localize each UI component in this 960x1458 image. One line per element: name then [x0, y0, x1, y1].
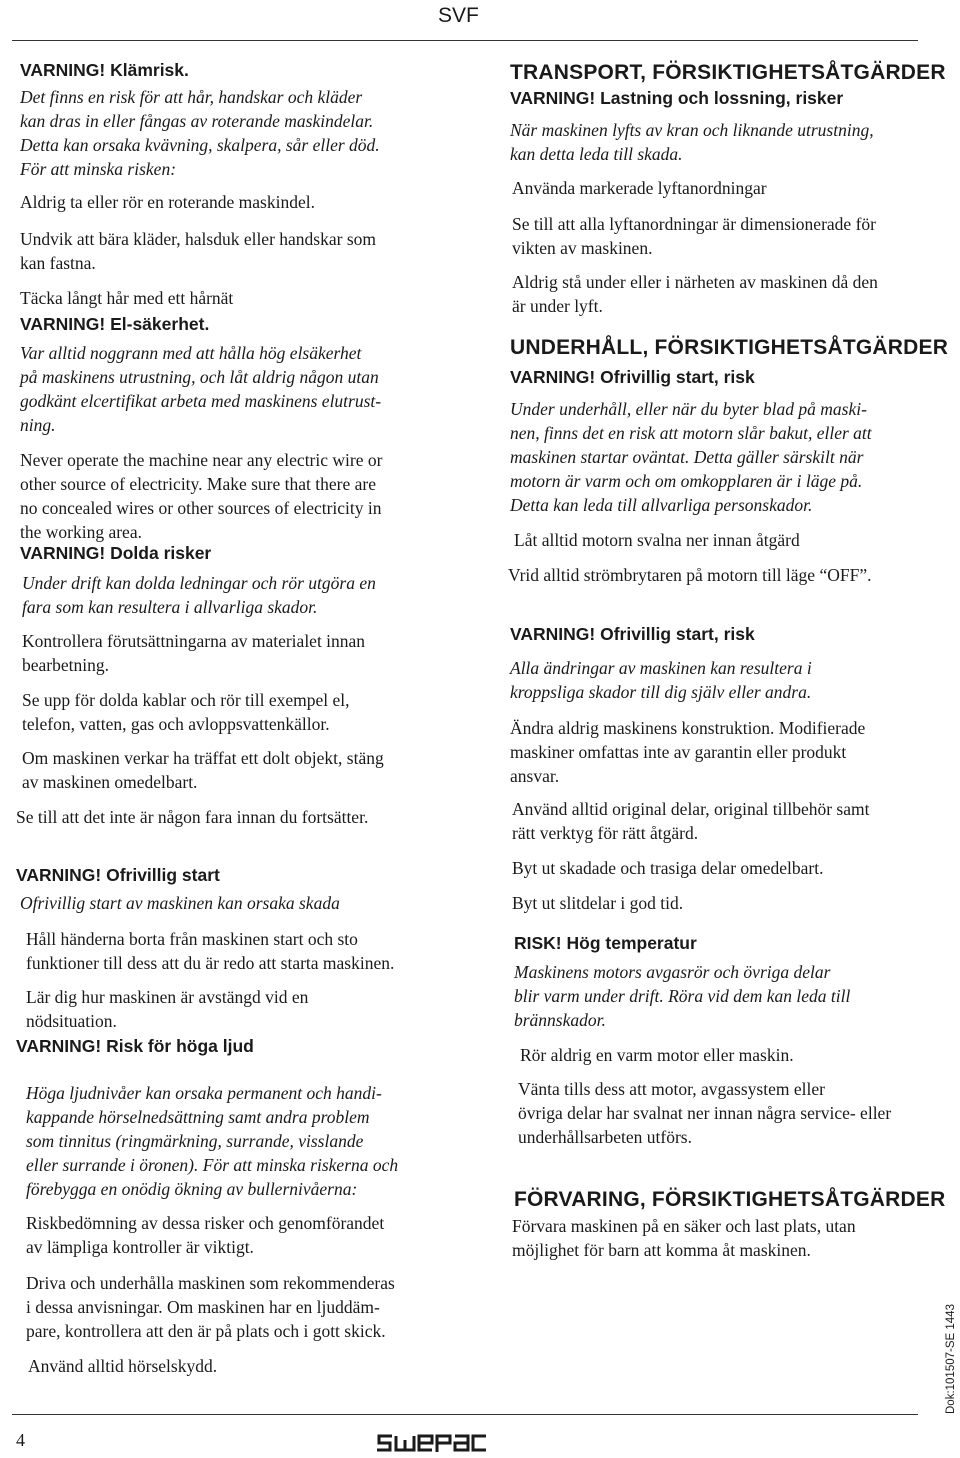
- dolda-heading: VARNING! Dolda risker: [20, 543, 212, 563]
- doc-reference: Dok:101507-SE 1443: [945, 1304, 957, 1414]
- text-line: Under underhåll, eller när du byter blad på maski-: [510, 399, 867, 419]
- dolda-intro: [22, 571, 376, 619]
- text-line: godkänt elcertifikat arbeta med maskinens elutrust-: [20, 391, 382, 411]
- text-line: no concealed wires or other sources of electricity in: [20, 498, 382, 518]
- ofriv-risk2-heading: VARNING! Ofrivillig start, risk: [510, 624, 755, 644]
- text-line: Byt ut slitdelar i god tid.: [512, 893, 684, 913]
- text-line: kroppsliga skador till dig själv eller andra.: [510, 682, 812, 702]
- text-line: Riskbedömning av dessa risker och genomförandet: [26, 1213, 385, 1233]
- text-line: bearbetning.: [22, 655, 109, 675]
- text-line: kan dras in eller fångas av roterande maskindelar.: [20, 111, 374, 131]
- ofriv-risk2-item-3: [512, 856, 824, 880]
- text-line: ansvar.: [510, 766, 560, 786]
- text-line: eller surrande i öronen). För att minska riskerna och: [26, 1155, 399, 1175]
- text-line: brännskador.: [514, 1010, 606, 1030]
- lastning-heading: VARNING! Lastning och lossning, risker: [510, 88, 844, 108]
- text-line: Lär dig hur maskinen är avstängd vid en: [26, 987, 309, 1007]
- footer-rule: [12, 1414, 918, 1415]
- klamrisk-heading: VARNING! Klämrisk.: [20, 60, 189, 80]
- swepac-logo-graphic: [376, 1434, 504, 1452]
- text-line: Byt ut skadade och trasiga delar omedelbart.: [512, 858, 824, 878]
- text-line: nen, finns det en risk att motorn slår bakut, eller att: [510, 423, 872, 443]
- text-line: Om maskinen verkar ha träffat ett dolt objekt, stäng: [22, 748, 384, 768]
- ofriv-intro: [20, 891, 340, 915]
- ofriv-item-1: [26, 927, 394, 975]
- text-line: Kontrollera förutsättningarna av materialet innan: [22, 631, 366, 651]
- temp-intro: [514, 960, 850, 1032]
- lastning-item-3: [512, 270, 878, 318]
- text-line: När maskinen lyfts av kran och liknande utrustning,: [510, 120, 874, 140]
- text-line: Vänta tills dess att motor, avgassystem eller: [518, 1079, 825, 1099]
- text-line: övriga delar har svalnat ner innan några service- eller: [518, 1103, 892, 1123]
- text-line: Se upp för dolda kablar och rör till exempel el,: [22, 690, 350, 710]
- text-line: av lämpliga kontroller är viktigt.: [26, 1237, 254, 1257]
- ljud-item-2: [26, 1271, 395, 1343]
- text-line: Var alltid noggrann med att hålla hög elsäkerhet: [20, 343, 362, 363]
- text-line: the working area.: [20, 522, 142, 542]
- el-english: [20, 448, 382, 544]
- dolda-item-2: [22, 688, 350, 736]
- header-rule: [12, 40, 918, 41]
- text-line: maskinen startar oväntat. Detta gäller särskilt när: [510, 447, 864, 467]
- text-line: other source of electricity. Make sure that there are: [20, 474, 376, 494]
- text-line: som tinnitus (ringmärkning, surrande, visslande: [26, 1131, 364, 1151]
- text-line: förebygga en onödig ökning av bullernivåerna:: [26, 1179, 358, 1199]
- ofriv-risk2-item-2: [512, 797, 869, 845]
- swepac-logo: [376, 1434, 504, 1452]
- text-line: pare, kontrollera att den är på plats och i gott skick.: [26, 1321, 386, 1341]
- text-line: Se till att det inte är någon fara innan du fortsätter.: [16, 807, 369, 827]
- text-line: Det finns en risk för att hår, handskar och kläder: [20, 87, 363, 107]
- transport-heading: TRANSPORT, FÖRSIKTIGHETSÅTGÄRDER: [510, 61, 946, 84]
- text-line: Använda markerade lyftanordningar: [512, 178, 767, 198]
- text-line: Se till att alla lyftanordningar är dimensionerade för: [512, 214, 876, 234]
- ljud-heading: VARNING! Risk för höga ljud: [16, 1036, 254, 1056]
- text-line: av maskinen omedelbart.: [22, 772, 198, 792]
- text-line: Alla ändringar av maskinen kan resultera i: [510, 658, 812, 678]
- text-line: kan detta leda till skada.: [510, 144, 683, 164]
- text-line: Täcka långt hår med ett hårnät: [20, 288, 234, 308]
- temp-heading: RISK! Hög temperatur: [514, 933, 697, 953]
- text-line: Ändra aldrig maskinens konstruktion. Modifierade: [510, 718, 866, 738]
- text-line: Ofrivillig start av maskinen kan orsaka skada: [20, 893, 340, 913]
- text-line: Maskinens motors avgasrör och övriga delar: [514, 962, 831, 982]
- text-line: Rör aldrig en varm motor eller maskin.: [520, 1045, 794, 1065]
- el-intro: [20, 341, 381, 437]
- text-line: motorn är varm och om omkopplaren är i läge på.: [510, 471, 863, 491]
- dolda-item-1: [22, 629, 365, 677]
- text-line: Aldrig stå under eller i närheten av maskinen då den: [512, 272, 878, 292]
- ofriv-risk-heading: VARNING! Ofrivillig start, risk: [510, 367, 755, 387]
- ofriv-risk-intro: [510, 397, 872, 517]
- text-line: rätt verktyg för rätt åtgärd.: [512, 823, 699, 843]
- text-line: blir varm under drift. Röra vid dem kan leda till: [514, 986, 851, 1006]
- text-line: vikten av maskinen.: [512, 238, 653, 258]
- forvaring-heading: FÖRVARING, FÖRSIKTIGHETSÅTGÄRDER: [514, 1188, 946, 1211]
- text-line: Förvara maskinen på en säker och last plats, utan: [512, 1216, 856, 1236]
- text-line: ning.: [20, 415, 56, 435]
- text-line: Driva och underhålla maskinen som rekommenderas: [26, 1273, 395, 1293]
- ofriv-risk2-intro: [510, 656, 812, 704]
- text-line: Använd alltid hörselskydd.: [28, 1356, 218, 1376]
- text-line: Undvik att bära kläder, halsduk eller handskar som: [20, 229, 376, 249]
- ofriv-risk-item-1: [514, 528, 800, 552]
- underhall-heading: UNDERHÅLL, FÖRSIKTIGHETSÅTGÄRDER: [510, 336, 949, 359]
- text-line: För att minska risken:: [20, 159, 177, 179]
- text-line: är under lyft.: [512, 296, 603, 316]
- ofriv-risk2-item-4: [512, 891, 683, 915]
- klamrisk-item-2: [20, 227, 376, 275]
- text-line: Låt alltid motorn svalna ner innan åtgärd: [514, 530, 800, 550]
- klamrisk-item-1: [20, 190, 315, 214]
- forvaring-text: [512, 1214, 856, 1262]
- text-line: Aldrig ta eller rör en roterande maskindel.: [20, 192, 315, 212]
- text-line: Höga ljudnivåer kan orsaka permanent och handi-: [26, 1083, 382, 1103]
- temp-item-1: [520, 1043, 794, 1067]
- text-line: underhållsarbeten utförs.: [518, 1127, 692, 1147]
- lastning-item-1: [512, 176, 767, 200]
- text-line: kappande hörselnedsättning samt andra problem: [26, 1107, 370, 1127]
- temp-item-2: [518, 1077, 891, 1149]
- ofriv-risk2-item-1: [510, 716, 865, 788]
- dolda-item-3: [22, 746, 384, 794]
- text-line: Vrid alltid strömbrytaren på motorn till läge “OFF”.: [508, 565, 872, 585]
- text-line: telefon, vatten, gas och avloppsvattenkällor.: [22, 714, 330, 734]
- text-line: maskiner omfattas inte av garantin eller produkt: [510, 742, 847, 762]
- text-line: funktioner till dess att du är redo att starta maskinen.: [26, 953, 395, 973]
- text-line: Never operate the machine near any electric wire or: [20, 450, 383, 470]
- text-line: på maskinens utrustning, och låt aldrig någon utan: [20, 367, 379, 387]
- text-line: möjlighet för barn att komma åt maskinen.: [512, 1240, 811, 1260]
- ofriv-item-2: [26, 985, 308, 1033]
- text-line: Detta kan leda till allvarliga personskador.: [510, 495, 813, 515]
- brand-tag: SVF: [438, 4, 479, 27]
- text-line: Håll händerna borta från maskinen start och sto: [26, 929, 358, 949]
- ofriv-risk-item-2: [508, 563, 871, 587]
- dolda-item-4: [16, 805, 368, 829]
- text-line: Använd alltid original delar, original tillbehör samt: [512, 799, 870, 819]
- klamrisk-item-3: [20, 286, 233, 310]
- ljud-intro: [26, 1081, 398, 1201]
- text-line: i dessa anvisningar. Om maskinen har en ljuddäm-: [26, 1297, 380, 1317]
- el-heading: VARNING! El-säkerhet.: [20, 314, 210, 334]
- ljud-item-3: [28, 1354, 217, 1378]
- text-line: nödsituation.: [26, 1011, 117, 1031]
- ljud-item-1: [26, 1211, 384, 1259]
- ofriv-heading: VARNING! Ofrivillig start: [16, 865, 220, 885]
- text-line: fara som kan resultera i allvarliga skador.: [22, 597, 318, 617]
- text-line: kan fastna.: [20, 253, 96, 273]
- page-number: 4: [16, 1430, 25, 1450]
- lastning-item-2: [512, 212, 876, 260]
- klamrisk-intro: [20, 85, 380, 181]
- text-line: Under drift kan dolda ledningar och rör utgöra en: [22, 573, 376, 593]
- lastning-intro: [510, 118, 874, 166]
- text-line: Detta kan orsaka kvävning, skalpera, sår eller död.: [20, 135, 380, 155]
